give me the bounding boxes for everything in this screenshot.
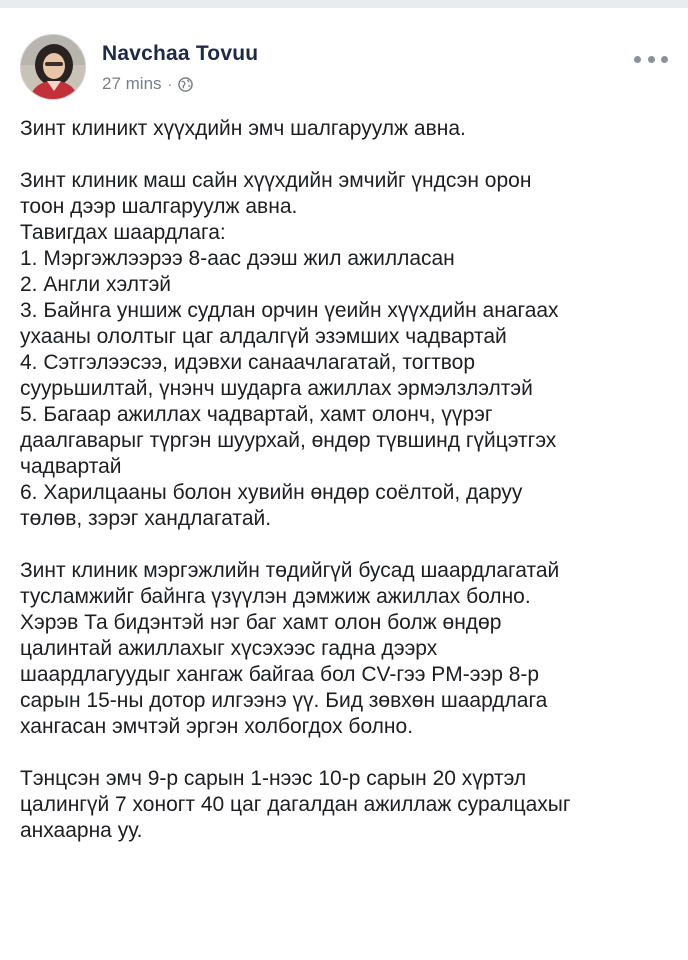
requirement-item: даалгаварыг түргэн шуурхай, өндөр түвшинд гүйцэтгэх [20, 429, 557, 452]
text-line: цалингүй 7 хоногт 40 цаг дагалдан ажиллаж суралцахыг [20, 793, 571, 816]
text-line: цалинтай ажиллахыг хүсэхээс гадна дээрх [20, 637, 438, 660]
post-paragraph-intro [20, 116, 668, 142]
requirement-item: чадвартай [20, 455, 122, 478]
text-line: сарын 15-ны дотор илгээнэ үү. Бид зөвхөн шаардлага [20, 689, 548, 712]
feed-background-strip [0, 0, 688, 8]
post-meta [102, 74, 193, 94]
globe-icon[interactable] [178, 77, 193, 92]
requirement-item: 4. Сэтгэлээсээ, идэвхи санаачлагатай, тогтвор [20, 351, 476, 374]
text-line: тусламжийг байнга үзүүлэн дэмжиж ажиллах болно. [20, 585, 531, 608]
text-line: Тэнцсэн эмч 9-р сарын 1-нээс 10-р сарын 20 хүртэл [20, 767, 527, 790]
requirement-item: ухааны ололтыг цаг алдалгүй эзэмших чадвартай [20, 325, 507, 348]
post-paragraph-training [20, 766, 668, 844]
text-line: тоон дээр шалгаруулж авна. [20, 195, 298, 218]
text-line: Зинт клиникт хүүхдийн эмч шалгаруулж авна. [20, 117, 466, 140]
more-options-icon[interactable] [634, 52, 668, 66]
post-body [20, 116, 668, 844]
requirement-item: 1. Мэргэжлээрээ 8-аас дээш жил ажилласан [20, 247, 455, 270]
post-header [20, 34, 668, 104]
requirement-item: 3. Байнга уншиж судлан орчин үеийн хүүхдийн анагаах [20, 299, 559, 322]
text-line: Зинт клиник маш сайн хүүхдийн эмчийг үндсэн орон [20, 169, 532, 192]
text-line: Зинт клиник мэргэжлийн төдийгүй бусад шаардлагатай [20, 559, 560, 582]
facebook-post [0, 8, 688, 960]
requirement-item: төлөв, зэрэг хандлагатай. [20, 507, 272, 530]
text-line: хангасан эмчтэй эргэн холбогдох болно. [20, 715, 414, 738]
avatar-image-icon [21, 35, 86, 100]
text-line: Тавигдах шаардлага: [20, 221, 226, 244]
post-timestamp[interactable]: 27 mins [102, 74, 162, 93]
author-name[interactable]: Navchaa Tovuu [102, 42, 259, 65]
requirement-item: 6. Харилцааны болон хувийн өндөр соёлтой, даруу [20, 481, 523, 504]
post-paragraph-requirements [20, 168, 668, 532]
requirement-item: 2. Англи хэлтэй [20, 273, 172, 296]
requirement-item: 5. Багаар ажиллах чадвартай, хамт олонч, үүрэг [20, 403, 493, 426]
text-line: анхаарна уу. [20, 819, 143, 842]
avatar[interactable] [20, 34, 86, 100]
requirement-item: суурьшилтай, үнэнч шударга ажиллах эрмэлзлэлтэй [20, 377, 533, 400]
post-paragraph-application [20, 558, 668, 740]
meta-separator: · [167, 76, 173, 92]
text-line: шаардлагуудыг хангаж байгаа бол CV-гээ PM-ээр 8-р [20, 663, 540, 686]
text-line: Хэрэв Та бидэнтэй нэг баг хамт олон болж өндөр [20, 611, 502, 634]
